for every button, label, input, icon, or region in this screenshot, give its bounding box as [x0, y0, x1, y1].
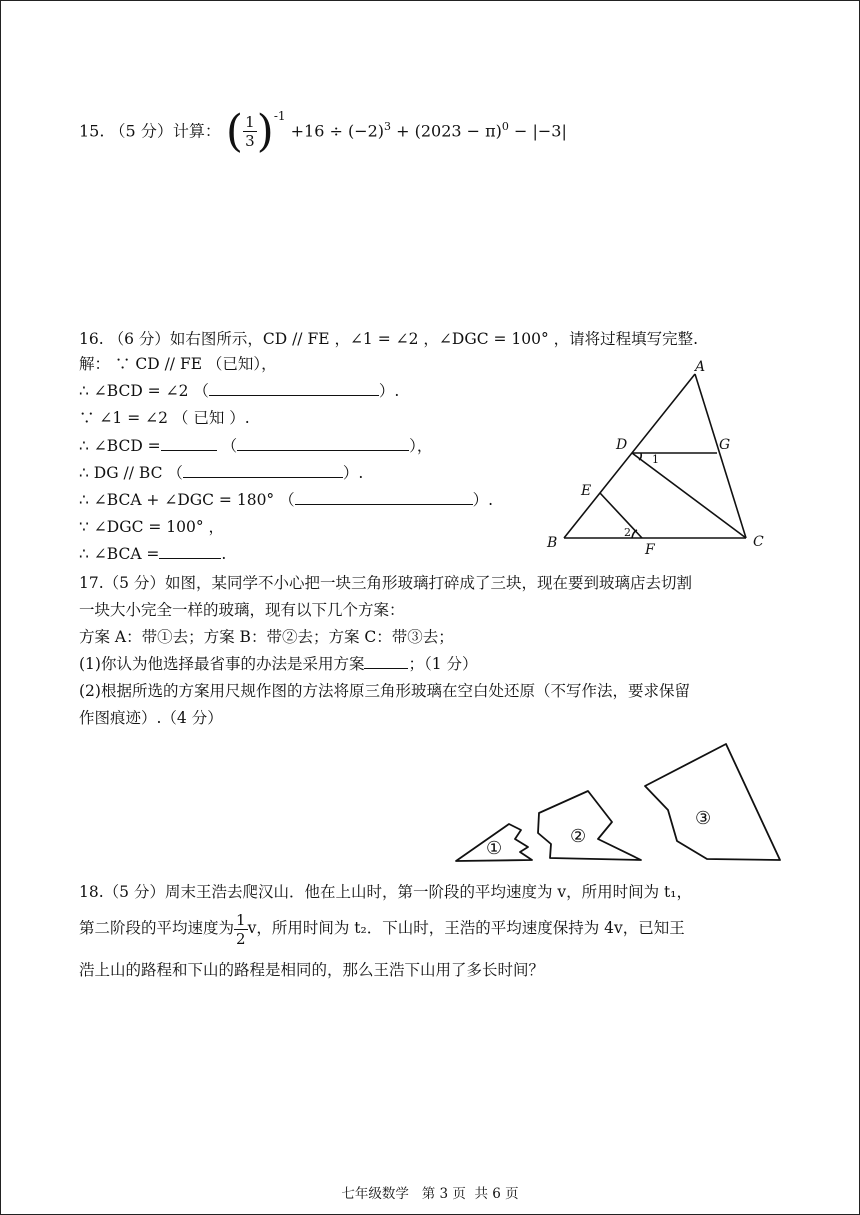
label-f: F [645, 542, 655, 557]
q18-fraction-half: $\frac{1}{2}$ [236, 910, 246, 948]
q15-number: 15. [79, 121, 105, 141]
label-b: B [547, 535, 558, 551]
q16-line-6: ∴ ∠BCA + ∠DGC = 180° （ ）. [79, 491, 494, 509]
answer-blank[interactable] [237, 436, 409, 451]
q15-exp3: 3 [384, 120, 392, 133]
q16-line-5: ∴ DG // BC （ ）. [79, 464, 364, 482]
q15-right-paren: ) [256, 105, 274, 157]
q15-term3: + (2023 − π) [396, 121, 502, 141]
side-ac [695, 374, 746, 538]
label-c: C [753, 534, 764, 550]
q18-line-1: 18.（5 分）周末王浩去爬汉山．他在上山时，第一阶段的平均速度为 v，所用时间为 t₁， [79, 883, 692, 901]
piece-2-label: ② [570, 826, 587, 847]
label-g: G [719, 437, 731, 453]
answer-blank[interactable] [209, 381, 379, 396]
q16-line-2: ∴ ∠BCD = ∠2 （ ）. [79, 382, 400, 400]
q17-line-3: 方案 A：带①去；方案 B：带②去；方案 C：带③去； [79, 628, 454, 646]
q16-line-8: ∴ ∠BCA = . [79, 545, 227, 563]
piece-3-label: ③ [695, 808, 712, 829]
q17-line-1: 17.（5 分）如图，某同学不小心把一块三角形玻璃打碎成了三块，现在要到玻璃店去切割 [79, 574, 692, 592]
q15-score: （5 分）计算： [109, 121, 221, 141]
q16-line-4: ∴ ∠BCD = （ ）， [79, 437, 433, 455]
q17-line-4: (1)你认为他选择最省事的办法是采用方案 ；（1 分） [79, 655, 478, 673]
piece-1-label: ① [486, 838, 503, 859]
label-a: A [695, 359, 706, 375]
q15-term2: +16 ÷ (−2) [290, 121, 385, 141]
label-d: D [616, 437, 628, 453]
page-footer: 七年级数学 第 3 页 共 6 页 [341, 1186, 519, 1202]
q15-exp-neg1: -1 [273, 109, 286, 123]
answer-blank[interactable] [159, 544, 221, 559]
angle-2-arc [632, 530, 637, 538]
q16-line-7: ∵ ∠DGC = 100° ， [79, 518, 225, 536]
angle-1-label: 1 [652, 453, 659, 466]
q17-line-6: 作图痕迹）.（4 分） [79, 709, 223, 727]
angle-2-label: 2 [624, 526, 631, 539]
answer-blank[interactable] [183, 463, 343, 478]
q17-line-2: 一块大小完全一样的玻璃，现有以下几个方案： [79, 601, 405, 619]
q15-exp0: 0 [501, 120, 509, 133]
q16-title: 16. （6 分）如右图所示，CD // FE ，∠1 = ∠2 ，∠DGC = 100° ，请将过程填写完整. [79, 330, 699, 348]
glass-piece-3 [645, 744, 780, 860]
answer-blank[interactable] [161, 436, 217, 451]
q16-line-1: 解： ∵ CD // FE （已知）， [79, 355, 277, 373]
q15-block [79, 101, 567, 157]
answer-blank[interactable] [295, 490, 473, 505]
side-ab [564, 374, 695, 538]
q15-fraction: $\frac{1}{3}$ [245, 113, 255, 151]
segment-dc [632, 453, 746, 538]
glass-piece-2 [538, 791, 641, 860]
q16-triangle-figure [541, 357, 781, 557]
q16-line-3: ∵ ∠1 = ∠2 （ 已知 ）. [79, 409, 250, 427]
q15-left-paren: ( [225, 105, 244, 157]
q17-line-5: (2)根据所选的方案用尺规作图的方法将原三角形玻璃在空白处还原（不写作法，要求保留 [79, 682, 690, 700]
answer-blank[interactable] [364, 654, 408, 669]
label-e: E [581, 483, 592, 499]
q17-glass-pieces-figure [451, 736, 791, 866]
q18-line-3: 浩上山的路程和下山的路程是相同的，那么王浩下山用了多长时间？ [79, 961, 545, 979]
q18-line-2: 第二阶段的平均速度为 $\frac{1}{2}$ v，所用时间为 t₂．下山时，王浩的平均速度保持为 4v，已知王 [79, 910, 685, 948]
angle-1-arc [639, 453, 641, 460]
q15-term4: − |−3| [514, 121, 567, 141]
